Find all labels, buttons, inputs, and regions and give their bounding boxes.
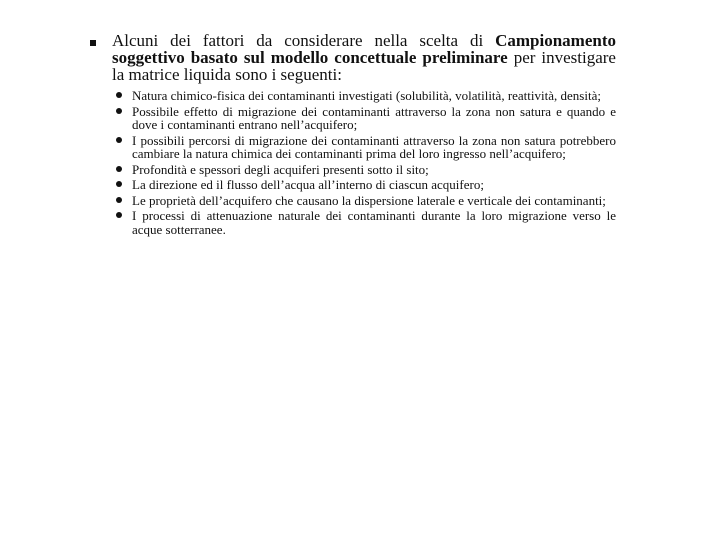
list-item-text: I processi di attenuazione naturale dei contaminanti durante la loro migrazione verso le acque sotterranee.: [132, 208, 616, 237]
main-intro-text: Alcuni dei fattori da considerare nella scelta di: [112, 31, 496, 50]
main-bullet-block: [90, 32, 616, 238]
main-bold-text: Campionamento soggettivo basato sul modello concettuale preliminare: [112, 31, 616, 67]
list-item: [116, 89, 616, 103]
square-bullet-icon: [90, 40, 96, 46]
main-rest-text: per investigare la matrice liquida sono i seguenti:: [112, 48, 616, 84]
main-bullet-text: [112, 32, 616, 83]
factor-list: [116, 89, 616, 236]
list-item-text: Le proprietà dell’acquifero che causano la dispersione laterale e verticale dei contaminanti;: [132, 192, 606, 208]
round-bullet-icon: [116, 197, 122, 203]
list-item-text: La direzione ed il flusso dell’acqua all’interno di ciascun acquifero;: [132, 177, 484, 192]
round-bullet-icon: [116, 212, 122, 218]
list-item: [116, 134, 616, 161]
list-item-text: I possibili percorsi di migrazione dei contaminanti attraverso la zona non satura potrebbero cambiare la natura chimica dei contaminanti prima del loro ingresso nell’acquifero;: [132, 132, 616, 161]
round-bullet-icon: [116, 181, 122, 187]
round-bullet-icon: [116, 108, 122, 114]
round-bullet-icon: [116, 137, 122, 143]
round-bullet-icon: [116, 92, 122, 98]
list-item-text: Profondità e spessori degli acquiferi presenti sotto il sito;: [132, 161, 429, 177]
round-bullet-icon: [116, 166, 122, 172]
list-item: [116, 163, 616, 177]
list-item: [116, 209, 616, 236]
list-item: [116, 194, 616, 208]
list-item-text: Natura chimico-fisica dei contaminanti investigati (solubilità, volatilità, reattività, densità;: [132, 88, 601, 103]
list-item: [116, 178, 616, 192]
list-item: [116, 105, 616, 132]
list-item-text: Possibile effetto di migrazione dei contaminanti attraverso la zona non satura e quando e dove i contaminanti entrano nell’acquifero;: [132, 103, 616, 132]
